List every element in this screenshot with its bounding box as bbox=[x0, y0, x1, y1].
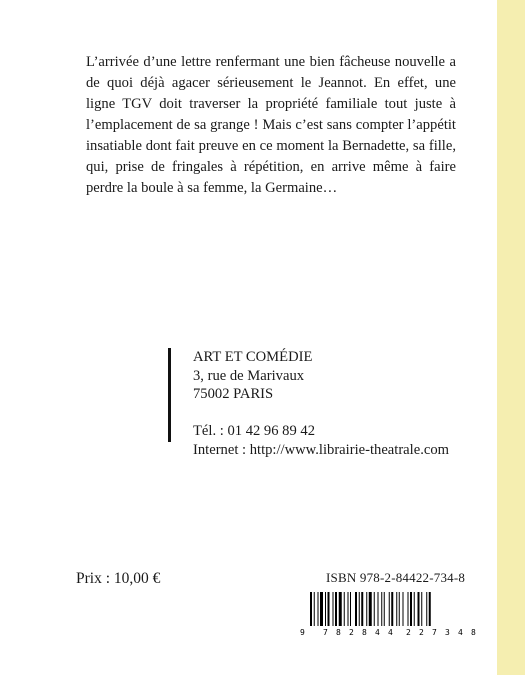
barcode-digit: 2 bbox=[419, 628, 424, 637]
barcode-digit: 9 bbox=[300, 628, 305, 637]
barcode-bar bbox=[348, 592, 349, 626]
barcode-bar bbox=[369, 592, 372, 626]
barcode-bar bbox=[318, 592, 319, 626]
blurb-text: L’arrivée d’une lettre renfermant une bien fâcheuse nouvelle a de quoi déjà agacer sérieusement le Jeannot. En effet, une ligne TGV doit traverser la propriété familiale tout juste à l’emplacement de sa grange ! Mais c’est sans compter l’appétit insatiable dont fait preuve en ce moment la Bernadette, sa fille, qui, prise de fringales à répétition, en arrive même à faire perdre la boule à sa femme, la Germaine… bbox=[86, 54, 456, 196]
spine-strip bbox=[497, 0, 525, 675]
barcode-bar bbox=[310, 592, 312, 626]
barcode-digit: 2 bbox=[349, 628, 354, 637]
barcode-bar bbox=[320, 592, 323, 626]
barcode-bar bbox=[414, 592, 415, 626]
barcode-digit: 8 bbox=[362, 628, 367, 637]
isbn-label: ISBN 978-2-84422-734-8 bbox=[326, 570, 466, 585]
barcode-bar bbox=[344, 592, 345, 626]
publisher-name: ART ET COMÉDIE bbox=[193, 349, 313, 365]
publisher-web: Internet : http://www.librairie-theatrale.com bbox=[193, 441, 449, 458]
publisher-city: 75002 PARIS bbox=[193, 386, 274, 402]
barcode-bar bbox=[328, 592, 330, 626]
barcode-bar bbox=[350, 592, 351, 626]
back-cover-blurb bbox=[86, 52, 456, 199]
publisher-block bbox=[168, 348, 449, 458]
barcode-bar bbox=[408, 592, 409, 626]
barcode-bar bbox=[355, 592, 357, 626]
barcode-bar bbox=[361, 592, 363, 626]
spacer bbox=[193, 404, 449, 423]
barcode-digit: 7 bbox=[323, 628, 328, 637]
barcode-bar bbox=[426, 592, 427, 626]
barcode-digit: 7 bbox=[432, 628, 437, 637]
barcode-digit-row bbox=[296, 626, 481, 638]
barcode-bar bbox=[418, 592, 420, 626]
barcode-bar bbox=[374, 592, 375, 626]
barcode-bar bbox=[339, 592, 342, 626]
barcode-bar bbox=[429, 592, 431, 626]
barcode-bar bbox=[366, 592, 367, 626]
barcode-digit: 4 bbox=[375, 628, 380, 637]
barcode-bar bbox=[403, 592, 404, 626]
price-label: Prix : 10,00 € bbox=[76, 570, 161, 587]
barcode-bar bbox=[333, 592, 334, 626]
barcode-bar bbox=[396, 592, 397, 626]
barcode-bar bbox=[381, 592, 382, 626]
barcode-digits bbox=[296, 626, 481, 640]
barcode-digit: 8 bbox=[471, 628, 476, 637]
barcode-bar bbox=[410, 592, 412, 626]
barcode-bar bbox=[359, 592, 360, 626]
barcode-bars bbox=[296, 592, 481, 626]
publisher-street: 3, rue de Marivaux bbox=[193, 367, 305, 384]
barcode-bar bbox=[325, 592, 326, 626]
barcode-bar bbox=[378, 592, 379, 626]
barcode-digit: 2 bbox=[406, 628, 411, 637]
barcode-bar bbox=[314, 592, 315, 626]
barcode-digit: 4 bbox=[458, 628, 463, 637]
barcode-digit: 3 bbox=[445, 628, 450, 637]
barcode-bar bbox=[421, 592, 422, 626]
barcode-bar bbox=[391, 592, 393, 626]
barcode-bar bbox=[384, 592, 385, 626]
barcode-digit: 4 bbox=[388, 628, 393, 637]
barcode-bar bbox=[389, 592, 390, 626]
barcode-bar bbox=[335, 592, 337, 626]
barcode-bar bbox=[399, 592, 400, 626]
publisher-phone: Tél. : 01 42 96 89 42 bbox=[193, 423, 316, 439]
barcode-digit: 8 bbox=[336, 628, 341, 637]
